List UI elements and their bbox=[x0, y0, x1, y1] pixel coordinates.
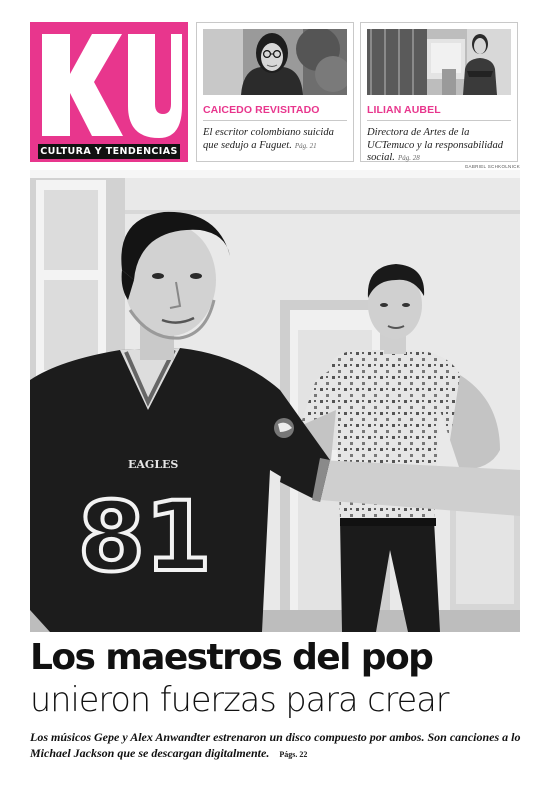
main-photo bbox=[30, 170, 520, 632]
masthead-tagline: CULTURA Y TENDENCIAS bbox=[38, 144, 180, 159]
subheadline: unieron fuerzas para crear bbox=[30, 680, 449, 719]
teaser-title: CAICEDO REVISITADO bbox=[203, 104, 320, 116]
jersey-brand: EAGLES bbox=[128, 458, 179, 471]
teaser-title: LILIAN AUBEL bbox=[367, 104, 441, 116]
teaser-page-ref: Pág. 28 bbox=[397, 154, 420, 162]
teaser-photo-caicedo bbox=[203, 29, 347, 95]
teaser-divider bbox=[203, 120, 347, 121]
teaser-text: El escritor colombiano suicida que sedujo a Fuguet. Pág. 21 bbox=[203, 127, 334, 151]
teaser-page-ref: Pág. 21 bbox=[294, 141, 317, 150]
jersey-number: 81 bbox=[78, 481, 212, 593]
lead-paragraph: Los músicos Gepe y Alex Anwandter estrenaron un disco compuesto por ambos. Son canciones a lo Michael Jackson que se descargan digitalmente. Págs. 22 bbox=[30, 730, 521, 760]
masthead-logo bbox=[30, 22, 188, 162]
headline: Los maestros del pop bbox=[30, 637, 433, 678]
ku-logo-lettering bbox=[30, 22, 188, 142]
teaser-lilian-aubel[interactable] bbox=[360, 22, 518, 162]
teaser-photo-lilian-aubel bbox=[367, 29, 511, 95]
teaser-caicedo[interactable] bbox=[196, 22, 354, 162]
photo-credit: GABRIEL SCHKOLNICK bbox=[464, 164, 520, 169]
lead-page-ref: Págs. 22 bbox=[279, 750, 308, 759]
teaser-divider bbox=[367, 120, 511, 121]
teaser-text: Directora de Artes de la UCTemuco y la responsabilidad social. Pág. 28 bbox=[367, 127, 504, 163]
